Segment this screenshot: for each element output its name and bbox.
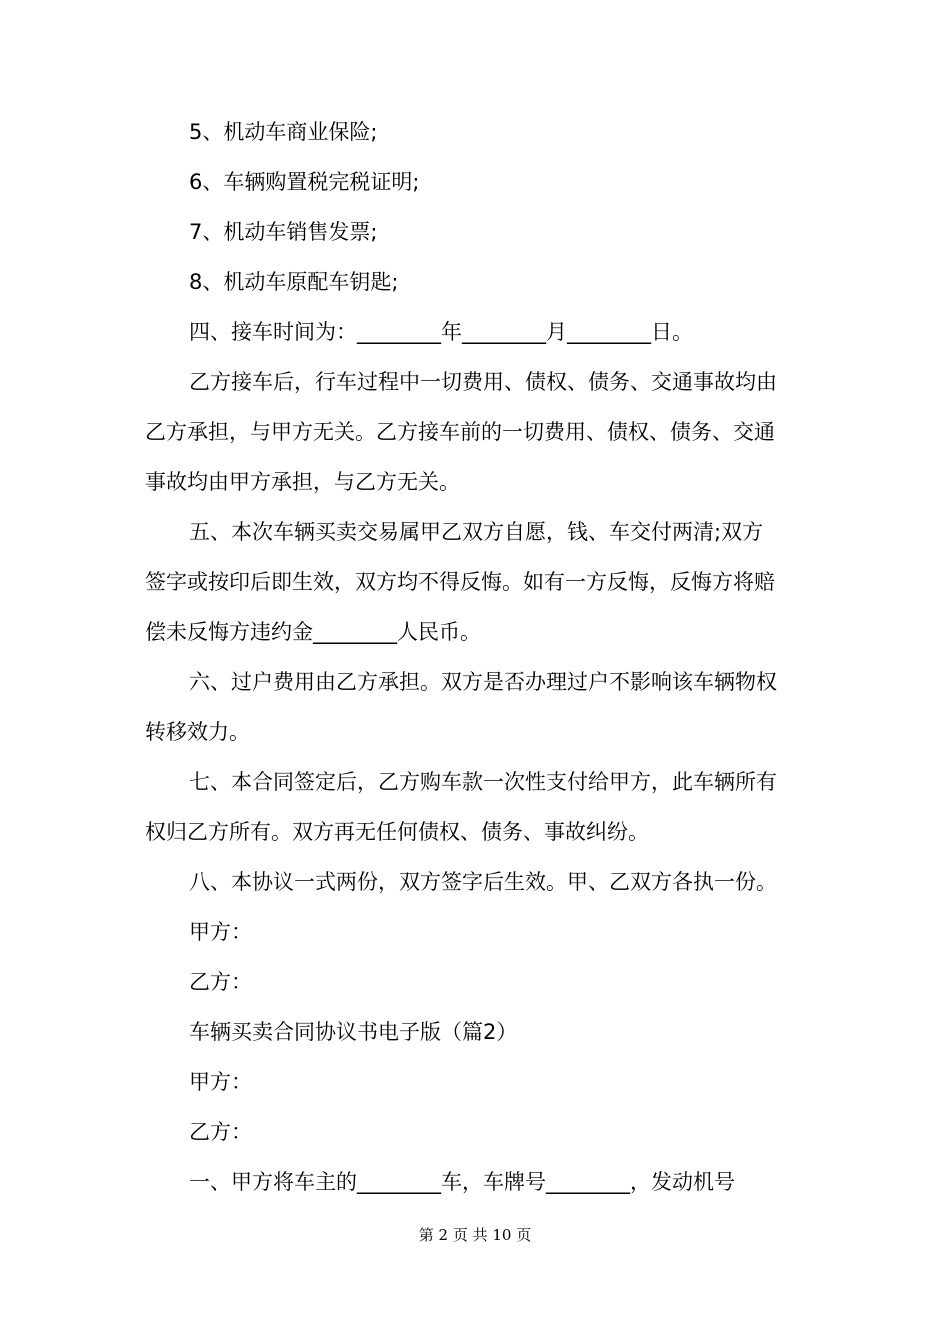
- list-item-insurance: 5、机动车商业保险;: [189, 120, 378, 144]
- paragraph-line: 乙方接车后，行车过程中一切费用、债权、债务、交通事故均由: [189, 370, 777, 394]
- clause-eight: 八、本协议一式两份，双方签字后生效。甲、乙双方各执一份。: [189, 870, 777, 894]
- clause-six: 六、过户费用由乙方承担。双方是否办理过户不影响该车辆物权: [189, 670, 777, 694]
- document-body: [145, 107, 810, 1207]
- paragraph-line: 乙方承担，与甲方无关。乙方接车前的一切费用、债权、债务、交通: [145, 420, 775, 444]
- paragraph-line: 签字或按印后即生效，双方均不得反悔。如有一方反悔，反悔方将赔: [145, 570, 775, 594]
- page-footer: 第 2 页 共 10 页: [418, 1226, 532, 1244]
- clause-five: 五、本次车辆买卖交易属甲乙双方自愿，钱、车交付两清;双方: [189, 520, 764, 544]
- paragraph-line: 转移效力。: [145, 720, 250, 744]
- paragraph-line: 偿未反悔方违约金________人民币。: [145, 620, 481, 644]
- clause-pickup-time: 四、接车时间为：________年________月________日。: [189, 320, 693, 344]
- list-item-tax-certificate: 6、车辆购置税完税证明;: [189, 170, 420, 194]
- clause-one: 一、甲方将车主的________车，车牌号________，发动机号: [189, 1170, 735, 1194]
- paragraph-line: 事故均由甲方承担，与乙方无关。: [145, 470, 460, 494]
- clause-seven: 七、本合同签定后，乙方购车款一次性支付给甲方，此车辆所有: [189, 770, 777, 794]
- party-a-label: 甲方：: [189, 1070, 252, 1094]
- party-b-label: 乙方：: [189, 970, 252, 994]
- section-title: 车辆买卖合同协议书电子版（篇2）: [189, 1020, 518, 1044]
- paragraph-line: 权归乙方所有。双方再无任何债权、债务、事故纠纷。: [145, 820, 649, 844]
- list-item-keys: 8、机动车原配车钥匙;: [189, 270, 399, 294]
- list-item-invoice: 7、机动车销售发票;: [189, 220, 378, 244]
- party-b-label: 乙方：: [189, 1120, 252, 1144]
- party-a-label: 甲方：: [189, 920, 252, 944]
